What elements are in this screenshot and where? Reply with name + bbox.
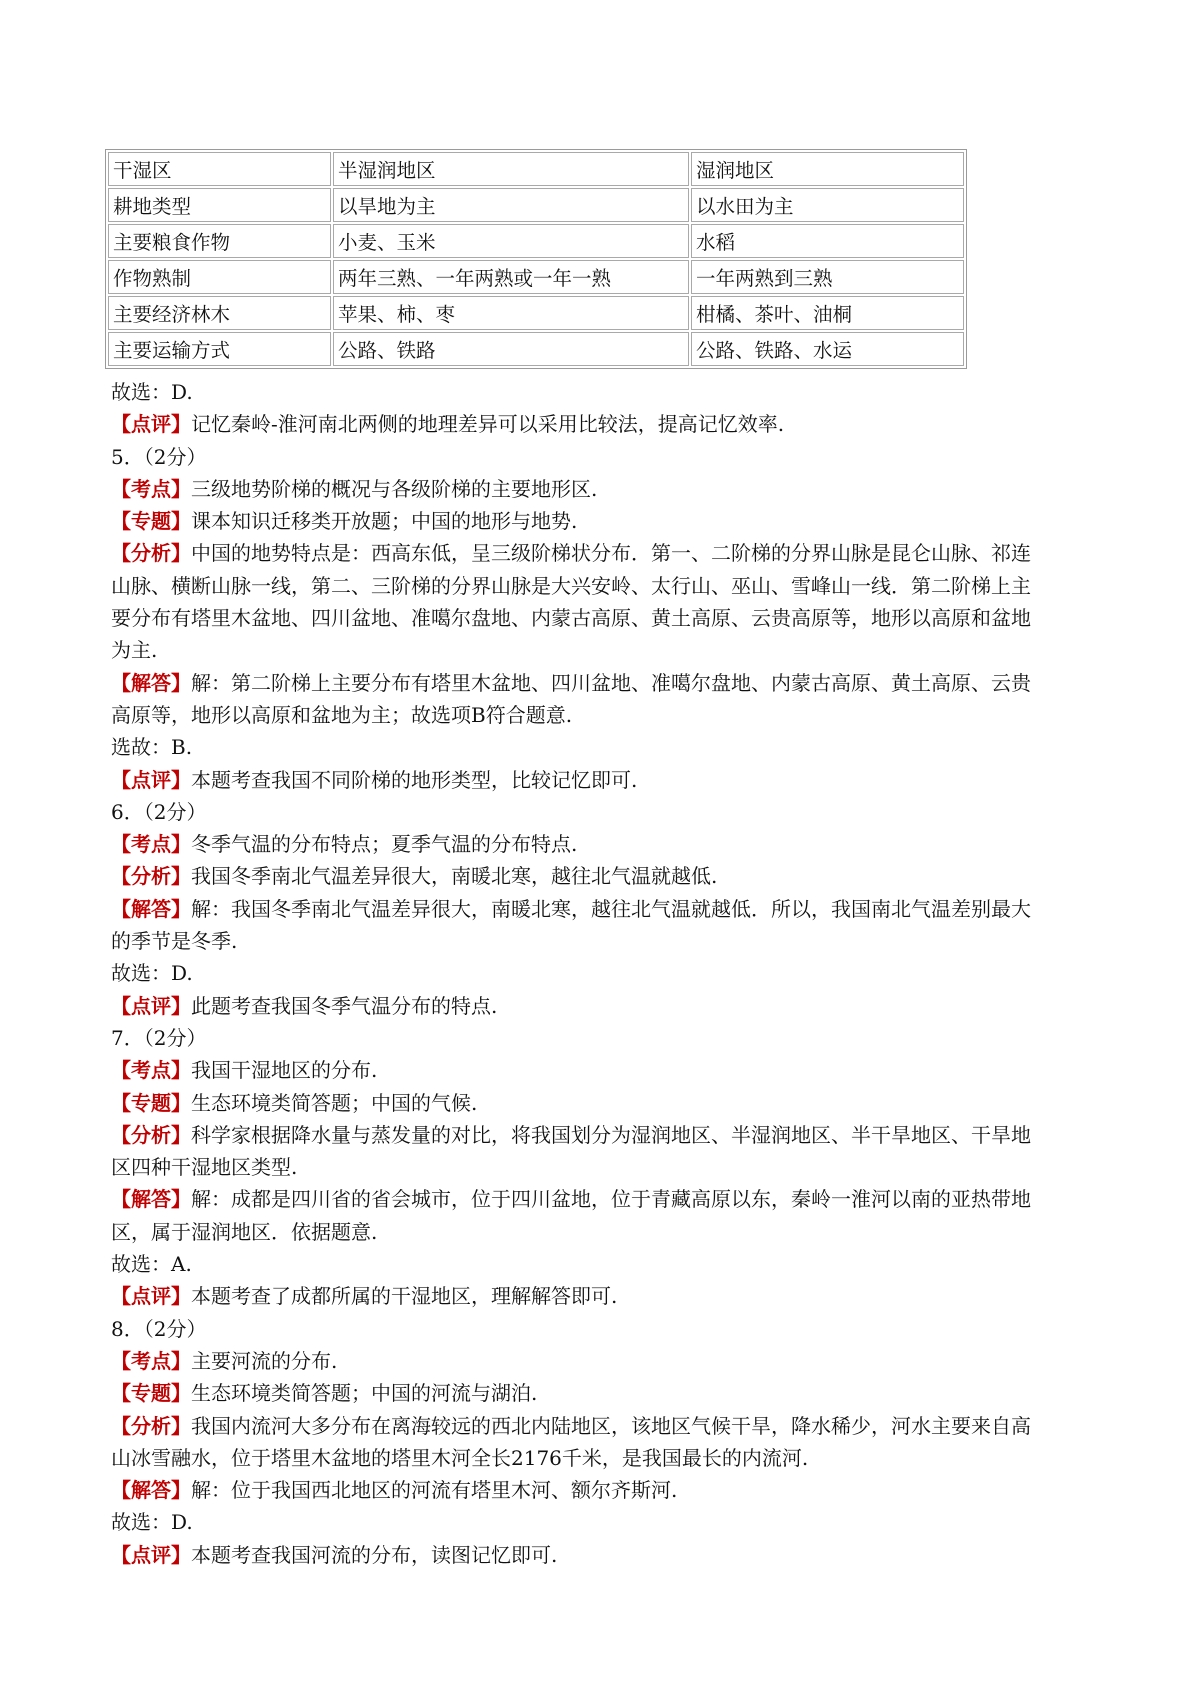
line-text: 8．（2分）: [111, 1316, 207, 1341]
line-text: 故选：D.: [111, 961, 193, 986]
table-cell: 耕地类型: [108, 188, 331, 222]
line-text: 记忆秦岭-淮河南北两侧的地理差异可以采用比较法，提高记忆效率.: [191, 412, 785, 437]
text-line: [111, 957, 1101, 989]
line-text: 山脉、横断山脉一线，第二、三阶梯的分界山脉是大兴安岭、太行山、巫山、雪峰山一线．第二阶梯上主: [111, 573, 1031, 598]
section-tag: 【专题】: [111, 1381, 191, 1406]
text-line: [111, 764, 1101, 796]
table-cell: 公路、铁路: [333, 332, 689, 366]
table-cell: 干湿区: [108, 152, 331, 186]
table-cell: 主要经济林木: [108, 296, 331, 330]
text-line: [111, 1054, 1101, 1086]
line-text: 区，属于湿润地区．依据题意.: [111, 1219, 378, 1244]
text-line: [111, 1183, 1101, 1215]
line-text: 解：第二阶梯上主要分布有塔里木盆地、四川盆地、准噶尔盘地、内蒙古高原、黄土高原、云贵: [191, 670, 1031, 695]
line-text: 我国内流河大多分布在离海较远的西北内陆地区，该地区气候干旱，降水稀少，河水主要来自高: [191, 1413, 1031, 1438]
text-line: [111, 602, 1101, 634]
text-line: [111, 473, 1101, 505]
line-text: 区四种干湿地区类型.: [111, 1155, 298, 1180]
table-row: [108, 296, 964, 330]
section-tag: 【考点】: [111, 1348, 191, 1373]
section-tag: 【考点】: [111, 832, 191, 857]
text-line: [111, 441, 1101, 473]
comparison-table-body: [108, 152, 964, 366]
text-line: [111, 1280, 1101, 1312]
section-tag: 【点评】: [111, 1284, 191, 1309]
section-tag: 【分析】: [111, 541, 191, 566]
line-text: 中国的地势特点是：西高东低，呈三级阶梯状分布．第一、二阶梯的分界山脉是昆仑山脉、祁连: [191, 541, 1031, 566]
text-line: [111, 1216, 1101, 1248]
table-cell: 半湿润地区: [333, 152, 689, 186]
text-line: [111, 1410, 1101, 1442]
section-tag: 【考点】: [111, 476, 191, 501]
text-line: [111, 893, 1101, 925]
line-text: 要分布有塔里木盆地、四川盆地、准噶尔盘地、内蒙古高原、黄土高原、云贵高原等，地形以高原和盆地: [111, 606, 1031, 631]
table-row: [108, 332, 964, 366]
text-line: [111, 1151, 1101, 1183]
text-line: [111, 990, 1101, 1022]
line-text: 的季节是冬季.: [111, 929, 238, 954]
line-text: 5．（2分）: [111, 444, 207, 469]
table-cell: 苹果、柿、枣: [333, 296, 689, 330]
line-text: 山冰雪融水，位于塔里木盆地的塔里木河全长2176千米，是我国最长的内流河.: [111, 1445, 809, 1470]
table-cell: 主要粮食作物: [108, 224, 331, 258]
table-cell: 柑橘、茶叶、油桐: [691, 296, 964, 330]
text-line: [111, 1377, 1101, 1409]
section-tag: 【分析】: [111, 864, 191, 889]
section-tag: 【解答】: [111, 1478, 191, 1503]
text-line: [111, 1087, 1101, 1119]
text-line: [111, 1345, 1101, 1377]
table-cell: 小麦、玉米: [333, 224, 689, 258]
text-line: [111, 376, 1101, 408]
section-tag: 【分析】: [111, 1413, 191, 1438]
line-text: 7．（2分）: [111, 1025, 207, 1050]
text-line: [111, 634, 1101, 666]
line-text: 故选：D.: [111, 1510, 193, 1535]
section-tag: 【点评】: [111, 993, 191, 1018]
text-line: [111, 667, 1101, 699]
table-cell: 湿润地区: [691, 152, 964, 186]
section-tag: 【解答】: [111, 1187, 191, 1212]
line-text: 6．（2分）: [111, 799, 207, 824]
line-text: 三级地势阶梯的概况与各级阶梯的主要地形区.: [191, 476, 598, 501]
document-body: [111, 376, 1101, 1571]
section-tag: 【专题】: [111, 1090, 191, 1115]
table-cell: 主要运输方式: [108, 332, 331, 366]
text-line: [111, 1474, 1101, 1506]
text-line: [111, 1119, 1101, 1151]
line-text: 科学家根据降水量与蒸发量的对比，将我国划分为湿润地区、半湿润地区、半干旱地区、干旱地: [191, 1122, 1031, 1147]
text-line: [111, 408, 1101, 440]
table-cell: 以水田为主: [691, 188, 964, 222]
section-tag: 【解答】: [111, 896, 191, 921]
text-line: [111, 796, 1101, 828]
line-text: 故选：D.: [111, 380, 193, 404]
line-text: 生态环境类简答题；中国的河流与湖泊.: [191, 1381, 538, 1406]
line-text: 选故：B.: [111, 735, 193, 760]
line-text: 课本知识迁移类开放题；中国的地形与地势.: [191, 509, 578, 534]
text-line: [111, 1248, 1101, 1280]
text-line: [111, 1313, 1101, 1345]
section-tag: 【点评】: [111, 1542, 191, 1567]
table-row: [108, 260, 964, 294]
text-line: [111, 505, 1101, 537]
text-line: [111, 925, 1101, 957]
line-text: 我国冬季南北气温差异很大，南暖北寒，越往北气温就越低.: [191, 864, 718, 889]
line-text: 主要河流的分布.: [191, 1348, 338, 1373]
section-tag: 【解答】: [111, 670, 191, 695]
line-text: 本题考查了成都所属的干湿地区，理解解答即可.: [191, 1284, 618, 1309]
line-text: 解：位于我国西北地区的河流有塔里木河、额尔齐斯河.: [191, 1478, 678, 1503]
line-text: 冬季气温的分布特点；夏季气温的分布特点.: [191, 832, 578, 857]
table-row: [108, 188, 964, 222]
text-line: [111, 860, 1101, 892]
table-cell: 两年三熟、一年两熟或一年一熟: [333, 260, 689, 294]
text-line: [111, 828, 1101, 860]
section-tag: 【分析】: [111, 1122, 191, 1147]
text-line: [111, 1442, 1101, 1474]
text-line: [111, 570, 1101, 602]
line-text: 我国干湿地区的分布.: [191, 1058, 378, 1083]
comparison-table: [105, 149, 967, 369]
text-line: [111, 1506, 1101, 1538]
text-line: [111, 699, 1101, 731]
text-line: [111, 537, 1101, 569]
line-text: 本题考查我国河流的分布，读图记忆即可.: [191, 1542, 558, 1567]
table-row: [108, 224, 964, 258]
line-text: 故选：A.: [111, 1252, 192, 1277]
section-tag: 【点评】: [111, 767, 191, 792]
line-text: 解：我国冬季南北气温差异很大，南暖北寒，越往北气温就越低．所以，我国南北气温差别最大: [191, 896, 1031, 921]
section-tag: 【专题】: [111, 509, 191, 534]
section-tag: 【考点】: [111, 1058, 191, 1083]
table-cell: 公路、铁路、水运: [691, 332, 964, 366]
table-cell: 一年两熟到三熟: [691, 260, 964, 294]
line-text: 此题考查我国冬季气温分布的特点.: [191, 993, 498, 1018]
line-text: 本题考查我国不同阶梯的地形类型，比较记忆即可.: [191, 767, 638, 792]
table-row: [108, 152, 964, 186]
table-cell: 作物熟制: [108, 260, 331, 294]
table-cell: 以旱地为主: [333, 188, 689, 222]
line-text: 生态环境类简答题；中国的气候.: [191, 1090, 478, 1115]
section-tag: 【点评】: [111, 412, 191, 437]
text-line: [111, 1022, 1101, 1054]
line-text: 解：成都是四川省的省会城市，位于四川盆地，位于青藏高原以东，秦岭一淮河以南的亚热带地: [191, 1187, 1031, 1212]
table-cell: 水稻: [691, 224, 964, 258]
line-text: 高原等，地形以高原和盆地为主；故选项B符合题意.: [111, 702, 573, 727]
text-line: [111, 731, 1101, 763]
text-line: [111, 1539, 1101, 1571]
line-text: 为主.: [111, 638, 158, 663]
